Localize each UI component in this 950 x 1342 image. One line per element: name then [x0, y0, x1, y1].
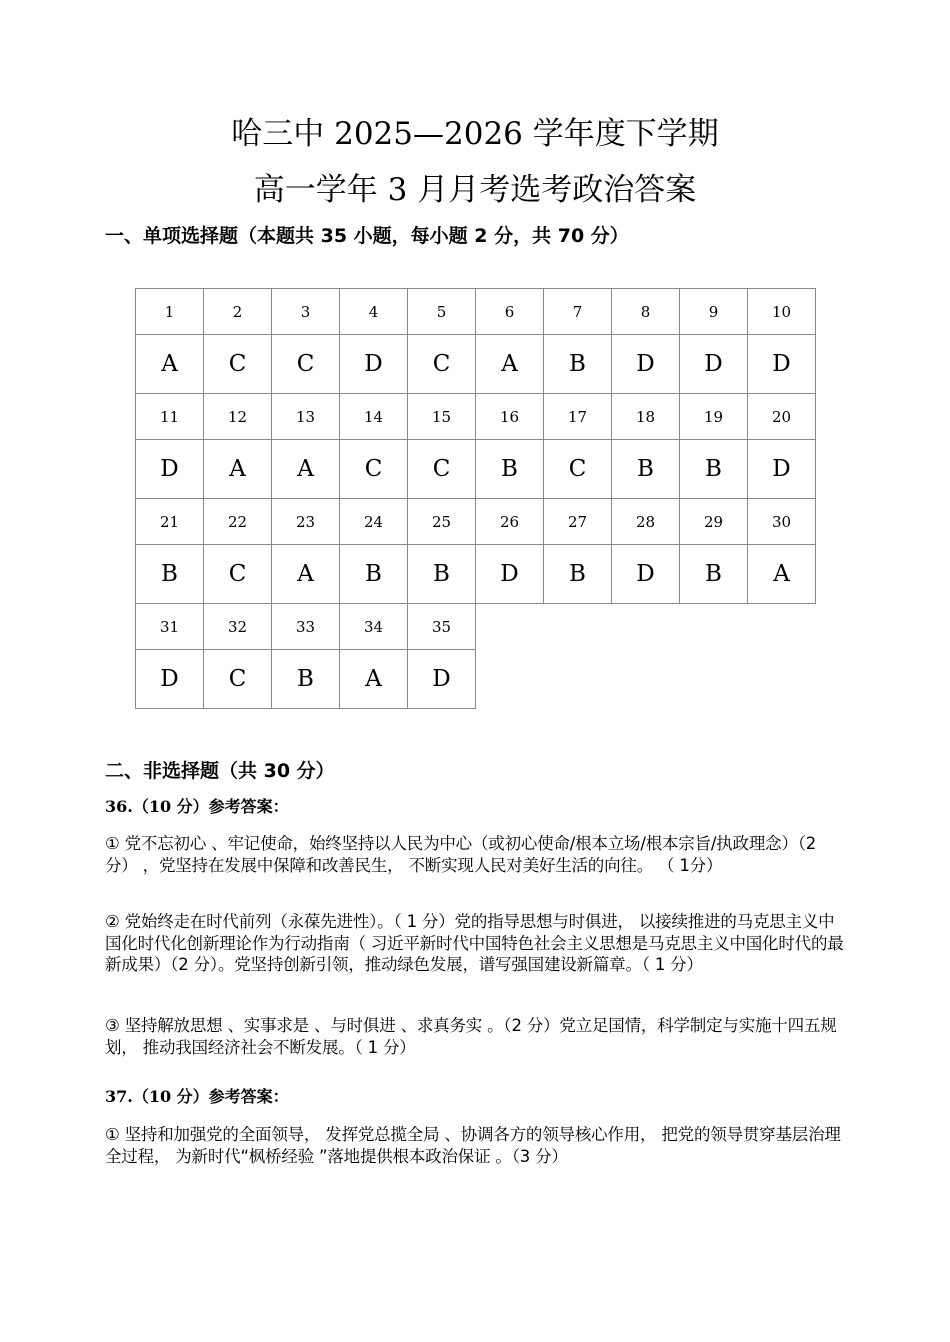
- answer-letter: A: [272, 545, 340, 604]
- question-number: 5: [408, 289, 476, 335]
- answer-table: [135, 288, 816, 709]
- question-number: 34: [340, 604, 408, 650]
- empty-cell: [612, 650, 680, 709]
- question-number: 15: [408, 394, 476, 440]
- answer-letter: C: [408, 335, 476, 394]
- page-title: 哈三中 2025—2026 学年度下学期: [231, 116, 719, 152]
- empty-cell: [680, 604, 748, 650]
- answer-letter: D: [476, 545, 544, 604]
- answer-letter: A: [136, 335, 204, 394]
- question-number: 8: [612, 289, 680, 335]
- question-number: 23: [272, 499, 340, 545]
- answer-letter: B: [612, 440, 680, 499]
- question-number: 14: [340, 394, 408, 440]
- page-subtitle: 高一学年 3 月月考选考政治答案: [253, 172, 697, 208]
- answer-letter: C: [204, 545, 272, 604]
- answer-letter-row: [136, 440, 816, 499]
- answer-letter-row: [136, 335, 816, 394]
- question-number: 21: [136, 499, 204, 545]
- answer-letter-row: [136, 545, 816, 604]
- question-number: 7: [544, 289, 612, 335]
- answer-letter: A: [204, 440, 272, 499]
- answer-letter: D: [748, 335, 816, 394]
- question-number: 25: [408, 499, 476, 545]
- section-heading-nonchoice: 二、非选择题（共 30 分）: [105, 760, 335, 782]
- answer-letter: D: [408, 650, 476, 709]
- answer-number-row: [136, 604, 816, 650]
- empty-cell: [748, 604, 816, 650]
- answer-letter: A: [476, 335, 544, 394]
- answer-letter: D: [136, 650, 204, 709]
- question-number: 11: [136, 394, 204, 440]
- answer-letter: C: [204, 650, 272, 709]
- question-number: 1: [136, 289, 204, 335]
- question-number: 30: [748, 499, 816, 545]
- question-36-heading: 36.（10 分）参考答案：: [105, 797, 289, 816]
- q37-answer-point-1: ① 坚持和加强党的全面领导， 发挥党总揽全局 、协调各方的领导核心作用， 把党的领导贯穿基层治理全过程， 为新时代“枫桥经验 ”落地提供根本政治保证 。（3 分）: [105, 1125, 841, 1166]
- answer-letter: D: [340, 335, 408, 394]
- empty-cell: [544, 650, 612, 709]
- answer-letter: B: [680, 545, 748, 604]
- section-heading-choice: 一、单项选择题（本题共 35 小题，每小题 2 分，共 70 分）: [105, 225, 629, 247]
- empty-cell: [476, 604, 544, 650]
- answer-letter: D: [612, 335, 680, 394]
- empty-cell: [680, 650, 748, 709]
- question-number: 19: [680, 394, 748, 440]
- answer-letter: D: [748, 440, 816, 499]
- answer-letter: B: [680, 440, 748, 499]
- question-number: 24: [340, 499, 408, 545]
- answer-letter: B: [544, 545, 612, 604]
- question-number: 28: [612, 499, 680, 545]
- answer-letter: C: [340, 440, 408, 499]
- empty-cell: [612, 604, 680, 650]
- q36-answer-point-2: ② 党始终走在时代前列（永葆先进性）。（ 1 分）党的指导思想与时俱进， 以接续推进的马克思主义中国化时代化创新理论作为行动指南（ 习近平新时代中国特色社会主义思想是马克思主义中国化时代的最新成果）（2 分）。党坚持创新引领，推动绿色发展，谱写强国建设新篇章。（ 1 分）: [105, 912, 844, 974]
- question-number: 27: [544, 499, 612, 545]
- question-number: 33: [272, 604, 340, 650]
- answer-letter: A: [340, 650, 408, 709]
- answer-letter: C: [544, 440, 612, 499]
- answer-letter: D: [680, 335, 748, 394]
- question-number: 31: [136, 604, 204, 650]
- question-number: 26: [476, 499, 544, 545]
- answer-letter: D: [136, 440, 204, 499]
- answer-letter: C: [408, 440, 476, 499]
- question-number: 9: [680, 289, 748, 335]
- question-number: 13: [272, 394, 340, 440]
- answer-number-row: [136, 394, 816, 440]
- question-number: 20: [748, 394, 816, 440]
- question-number: 3: [272, 289, 340, 335]
- answer-letter: D: [612, 545, 680, 604]
- question-number: 35: [408, 604, 476, 650]
- question-37-heading: 37.（10 分）参考答案：: [105, 1087, 289, 1106]
- question-number: 32: [204, 604, 272, 650]
- empty-cell: [544, 604, 612, 650]
- question-number: 16: [476, 394, 544, 440]
- answer-letter: B: [476, 440, 544, 499]
- question-number: 22: [204, 499, 272, 545]
- answer-letter: B: [544, 335, 612, 394]
- answer-letter: B: [136, 545, 204, 604]
- answer-letter: A: [272, 440, 340, 499]
- answer-letter: C: [204, 335, 272, 394]
- empty-cell: [748, 650, 816, 709]
- answer-number-row: [136, 289, 816, 335]
- answer-letter: B: [408, 545, 476, 604]
- question-number: 18: [612, 394, 680, 440]
- question-number: 4: [340, 289, 408, 335]
- answer-letter: A: [748, 545, 816, 604]
- answer-letter: C: [272, 335, 340, 394]
- question-number: 2: [204, 289, 272, 335]
- question-number: 6: [476, 289, 544, 335]
- answer-letter: B: [340, 545, 408, 604]
- question-number: 29: [680, 499, 748, 545]
- q36-answer-point-3: ③ 坚持解放思想 、实事求是 、与时俱进 、求真务实 。（2 分）党立足国情，科学制定与实施十四五规划， 推动我国经济社会不断发展。（ 1 分）: [105, 1016, 837, 1057]
- question-number: 17: [544, 394, 612, 440]
- answer-letter-row: [136, 650, 816, 709]
- question-number: 10: [748, 289, 816, 335]
- q36-answer-point-1: ① 党不忘初心 、牢记使命，始终坚持以人民为中心（或初心使命/根本立场/根本宗旨/执政理念）（2 分） ，党坚持在发展中保障和改善民生， 不断实现人民对美好生活的向往。 （ 1分）: [105, 834, 817, 875]
- answer-letter: B: [272, 650, 340, 709]
- answer-number-row: [136, 499, 816, 545]
- empty-cell: [476, 650, 544, 709]
- question-number: 12: [204, 394, 272, 440]
